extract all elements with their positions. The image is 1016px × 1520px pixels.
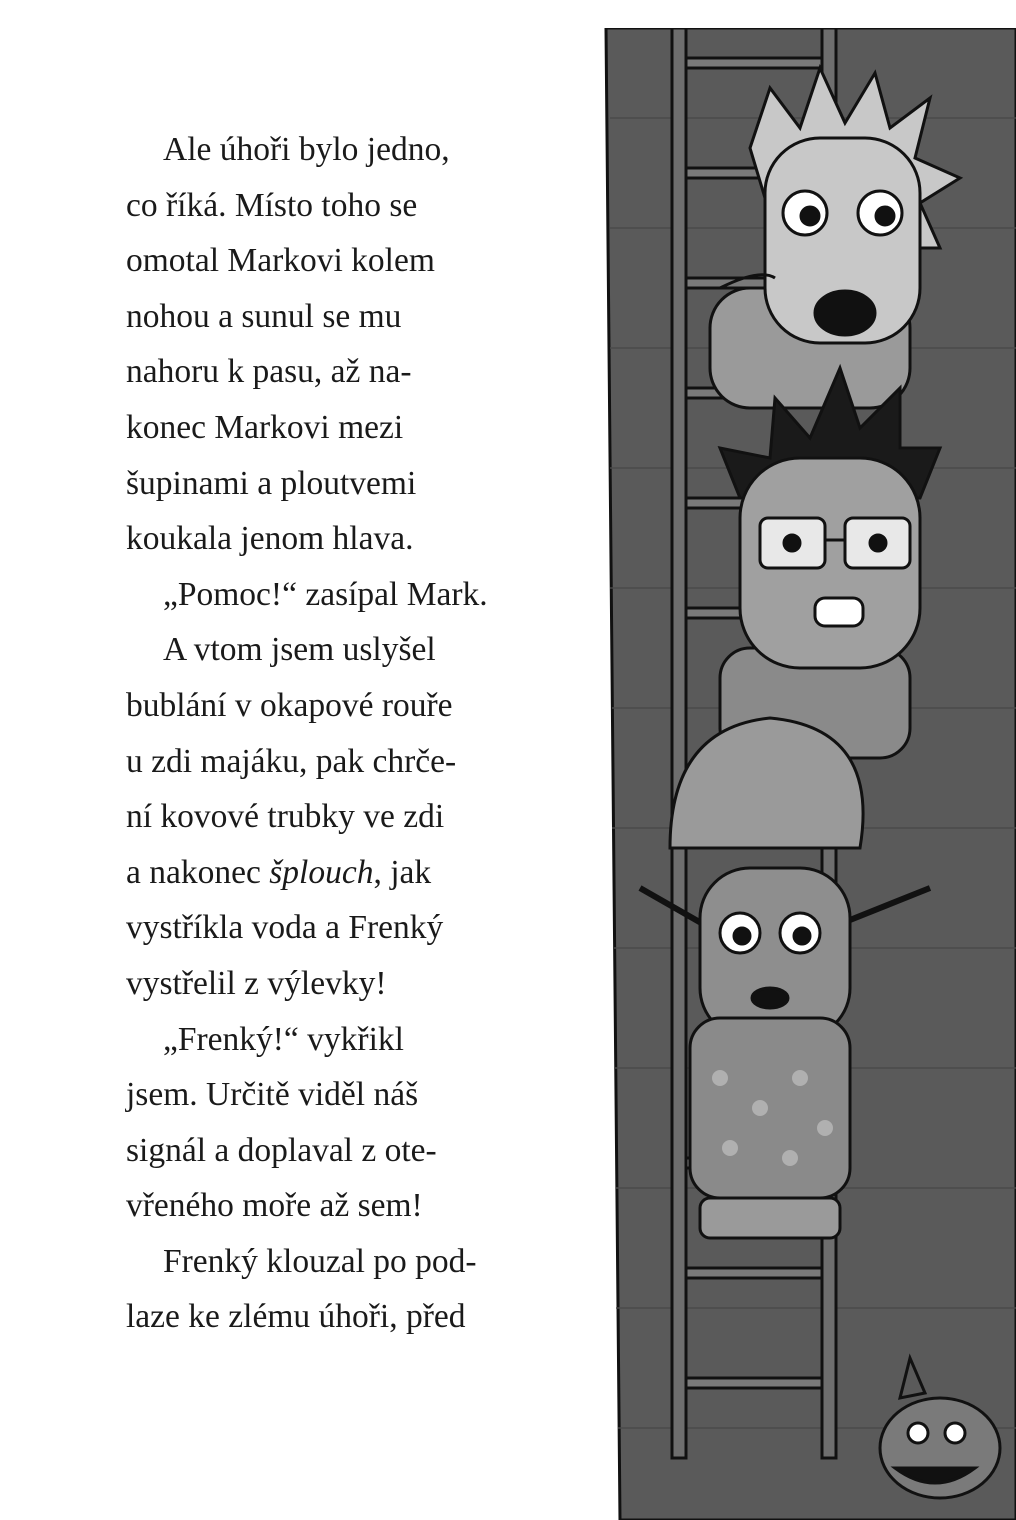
text-line-1: Ale úhoři bylo jedno, [163, 131, 450, 168]
ladder-illustration [600, 28, 1016, 1520]
text-line-11: bublání v okapové rouře [126, 686, 453, 724]
text-line-19: signál a doplaval z ote- [126, 1131, 437, 1169]
text-line-14 [126, 845, 556, 901]
text-line-14-italic: šplouch [269, 853, 374, 891]
text-line-2: co říká. Místo toho se [126, 186, 418, 224]
text-line-18: jsem. Určitě viděl náš [126, 1076, 419, 1114]
story-text [126, 122, 556, 1345]
text-line-3: omotal Markovi kolem [126, 242, 435, 280]
text-line-13: ní kovové trubky ve zdi [126, 798, 445, 836]
text-line-12: u zdi majáku, pak chrče- [126, 742, 457, 780]
text-line-7: šupinami a ploutvemi [126, 464, 417, 502]
text-line-15: vystříkla voda a Frenký [126, 909, 444, 947]
text-line-4: nohou a sunul se mu [126, 297, 402, 335]
text-line-14-start: a nakonec [126, 853, 270, 891]
text-line-8: koukala jenom hlava. [126, 520, 414, 558]
text-line-6: konec Markovi mezi [126, 408, 404, 446]
text-line-14-end: , jak [373, 853, 432, 891]
text-line-5: nahoru k pasu, až na- [126, 353, 412, 391]
text-line-20: vřeného moře až sem! [126, 1187, 423, 1225]
text-line-16: vystřelil z výlevky! [126, 964, 387, 1002]
text-line-21: Frenký klouzal po pod- [163, 1242, 477, 1280]
text-line-10: A vtom jsem uslyšel [163, 631, 436, 669]
text-line-17: „Frenký!“ vykřikl [163, 1020, 404, 1058]
text-line-9: „Pomoc!“ zasípal Mark. [163, 575, 488, 613]
text-line-22: laze ke zlému úhoři, před [126, 1298, 466, 1336]
